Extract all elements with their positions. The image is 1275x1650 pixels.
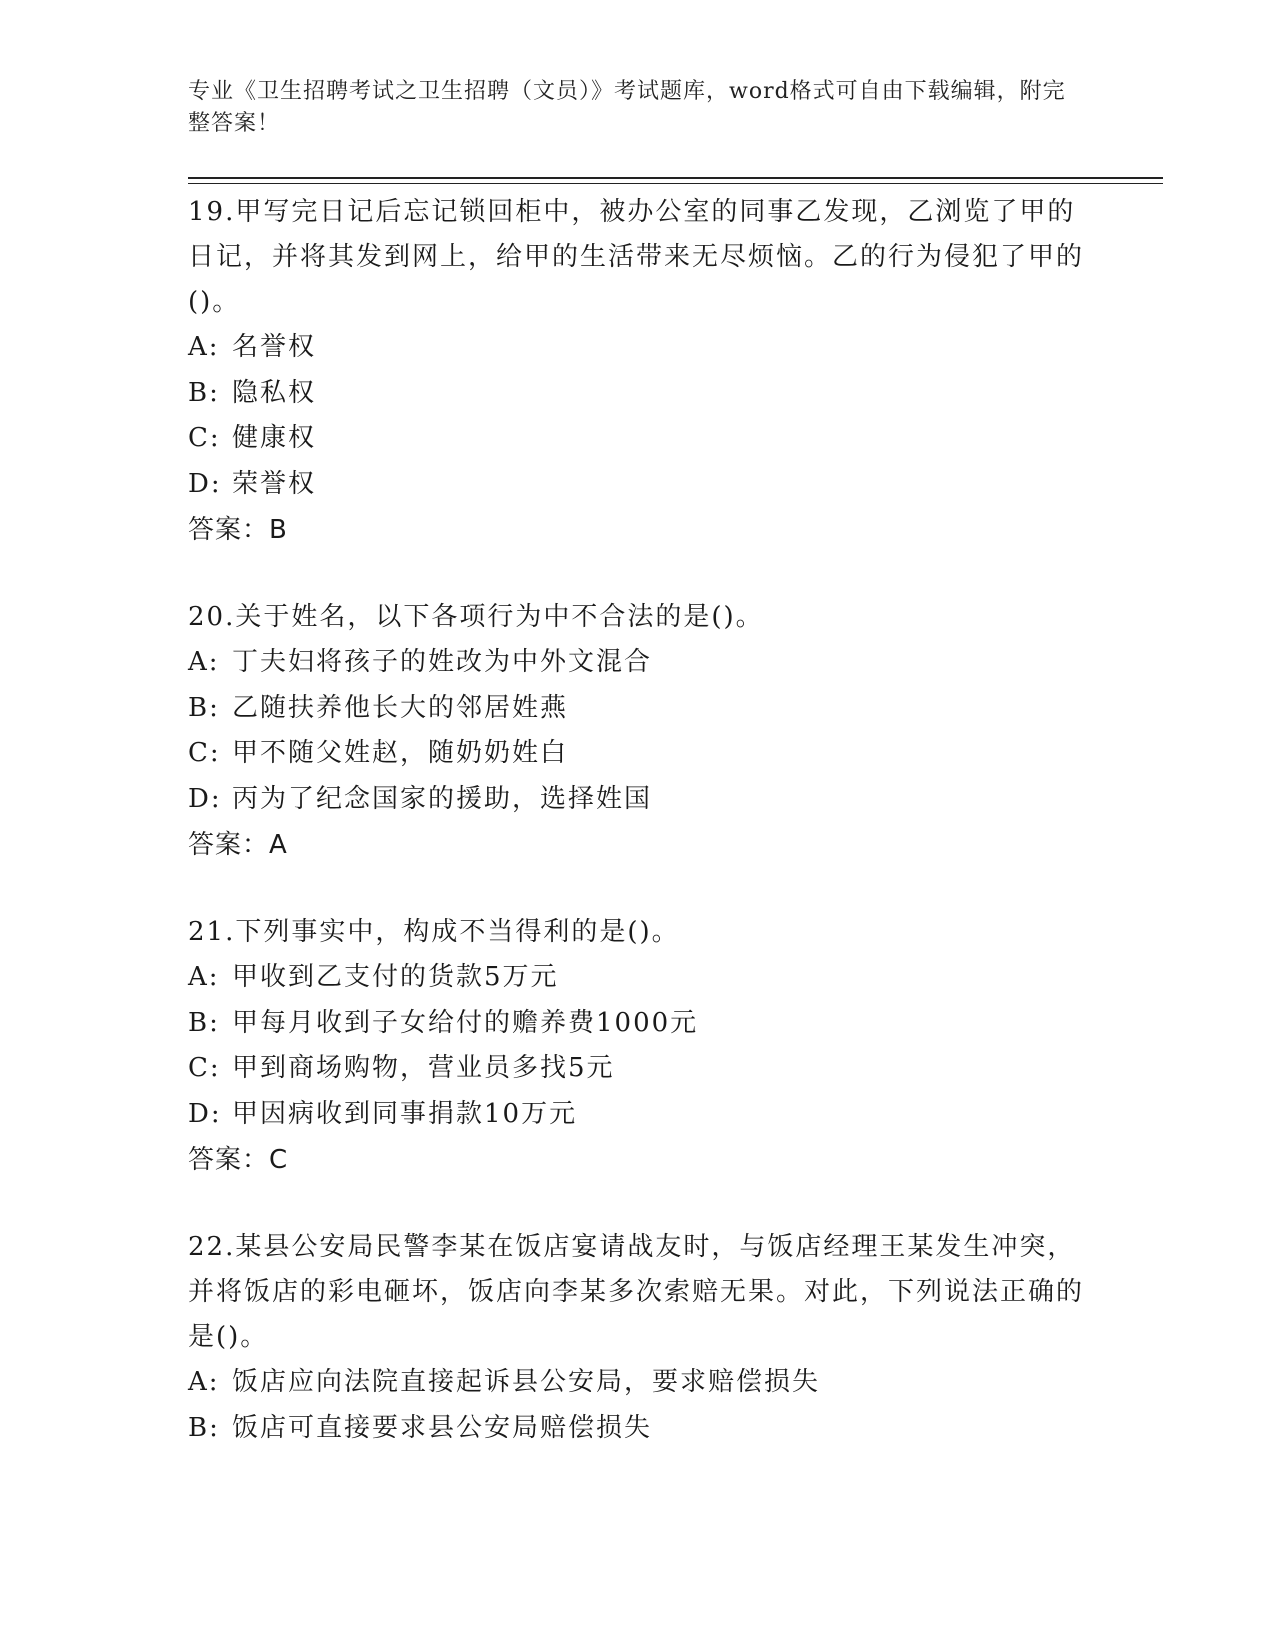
question-stem: 20.关于姓名，以下各项行为中不合法的是()。 <box>188 602 764 632</box>
header-rule-thick <box>188 177 1163 179</box>
option-text: 甲到商场购物，营业员多找5元 <box>232 1053 615 1083</box>
option-a <box>188 955 1088 1001</box>
option-a <box>188 1360 1088 1406</box>
option-text: 丙为了纪念国家的援助，选择姓国 <box>232 783 653 814</box>
option-text: 乙随扶养他长大的邻居姓燕 <box>232 692 569 723</box>
question-spacer <box>188 553 1088 595</box>
option-key: A: <box>188 332 220 362</box>
question-list <box>188 190 1088 1451</box>
option-text: 健康权 <box>232 423 317 453</box>
option-key: B: <box>188 1007 220 1038</box>
option-text: 丁夫妇将孩子的姓改为中外文混合 <box>232 647 653 677</box>
option-key: D: <box>188 1098 222 1129</box>
option-key: B: <box>188 1412 220 1443</box>
header-rule-thin <box>188 183 1163 184</box>
option-c <box>188 416 1088 462</box>
option-d <box>188 777 1088 823</box>
option-text: 隐私权 <box>232 377 317 408</box>
option-a <box>188 325 1088 371</box>
option-b <box>188 1406 1088 1452</box>
option-key: C: <box>188 423 221 453</box>
option-b <box>188 371 1088 417</box>
option-key: C: <box>188 738 221 768</box>
option-key: D: <box>188 783 222 814</box>
answer-line: 答案：B <box>188 515 288 545</box>
answer-line: 答案：A <box>188 830 288 860</box>
question-20 <box>188 595 1088 868</box>
question-stem: 21.下列事实中，构成不当得利的是()。 <box>188 917 680 947</box>
answer-line: 答案：C <box>188 1145 289 1175</box>
option-text: 名誉权 <box>232 332 317 362</box>
option-text: 甲收到乙支付的货款5万元 <box>232 962 559 992</box>
option-a <box>188 640 1088 686</box>
option-key: A: <box>188 1367 220 1397</box>
question-stem: 19.甲写完日记后忘记锁回柜中，被办公室的同事乙发现，乙浏览了甲的日记，并将其发到网上，给甲的生活带来无尽烦恼。乙的行为侵犯了甲的()。 <box>188 197 1085 317</box>
option-d <box>188 462 1088 508</box>
option-key: A: <box>188 647 220 677</box>
option-key: B: <box>188 692 220 723</box>
question-21 <box>188 910 1088 1183</box>
question-spacer <box>188 868 1088 910</box>
option-text: 甲不随父姓赵，随奶奶姓白 <box>232 738 569 768</box>
option-key: D: <box>188 468 222 499</box>
question-19 <box>188 190 1088 553</box>
option-text: 甲因病收到同事捐款10万元 <box>232 1098 578 1129</box>
option-text: 饭店可直接要求县公安局赔偿损失 <box>232 1412 653 1443</box>
option-c <box>188 1046 1088 1092</box>
option-key: B: <box>188 377 220 408</box>
document-header: 专业《卫生招聘考试之卫生招聘（文员）》考试题库，word格式可自由下载编辑，附完整答案！ <box>188 79 1066 136</box>
option-b <box>188 686 1088 732</box>
option-d <box>188 1092 1088 1138</box>
question-spacer <box>188 1183 1088 1225</box>
option-text: 甲每月收到子女给付的赡养费1000元 <box>232 1007 699 1038</box>
option-text: 荣誉权 <box>232 468 317 499</box>
option-key: C: <box>188 1053 221 1083</box>
option-b <box>188 1001 1088 1047</box>
option-c <box>188 731 1088 777</box>
option-text: 饭店应向法院直接起诉县公安局，要求赔偿损失 <box>232 1367 821 1397</box>
question-22 <box>188 1225 1088 1451</box>
question-stem: 22.某县公安局民警李某在饭店宴请战友时，与饭店经理王某发生冲突，并将饭店的彩电砸坏，饭店向李某多次索赔无果。对此，下列说法正确的是()。 <box>188 1232 1085 1352</box>
option-key: A: <box>188 962 220 992</box>
